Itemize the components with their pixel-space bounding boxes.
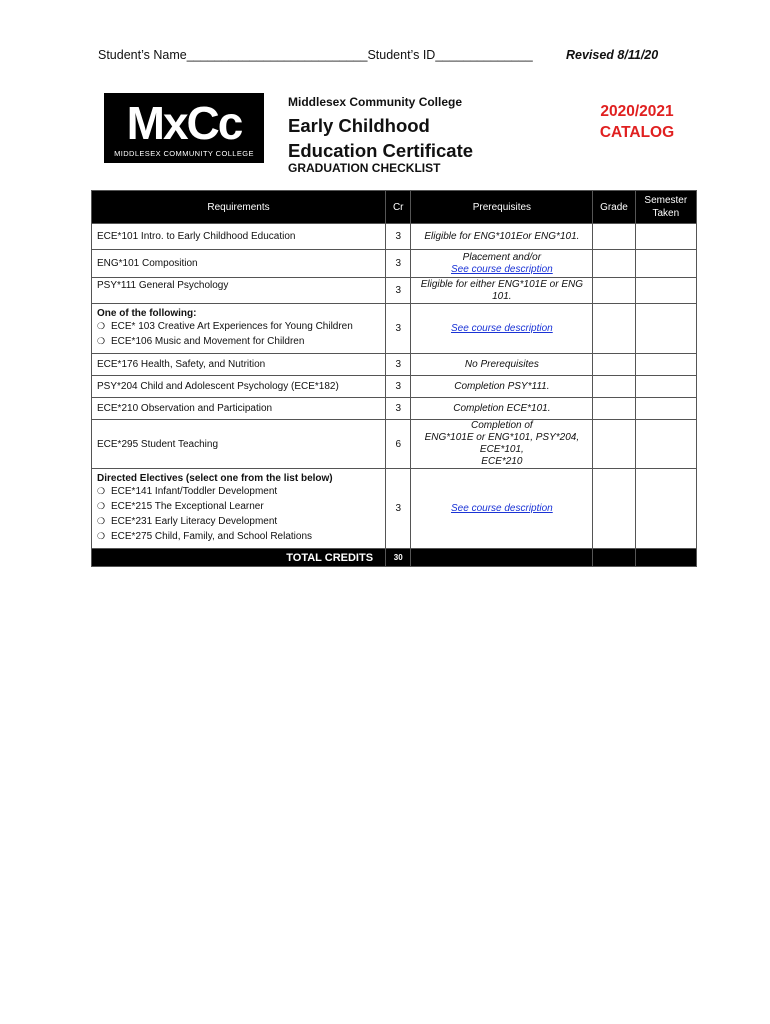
logo-mark: MxCc	[126, 97, 242, 149]
requirement-cell: ECE*295 Student Teaching	[92, 420, 386, 469]
table-row	[92, 224, 697, 250]
requirements-table	[91, 190, 697, 567]
requirement-cell: ECE*176 Health, Safety, and Nutrition	[92, 354, 386, 376]
grade-cell[interactable]	[593, 469, 635, 549]
total-row	[92, 549, 697, 567]
prereq-cell: Completion PSY*111.	[411, 376, 593, 398]
course-description-link[interactable]: See course description	[451, 502, 553, 514]
title-line-1: Early Childhood	[288, 115, 430, 136]
radio-circle-icon[interactable]: ❍	[97, 531, 106, 541]
total-spacer	[635, 549, 696, 567]
course-description-link[interactable]: See course description	[451, 263, 553, 275]
page-title	[288, 113, 473, 163]
header-semester: Semester Taken	[635, 191, 696, 224]
radio-circle-icon[interactable]: ❍	[97, 486, 106, 496]
header-requirements: Requirements	[92, 191, 386, 224]
grade-cell[interactable]	[593, 354, 635, 376]
prereq-line: Completion of	[471, 420, 533, 431]
total-credits: 30	[386, 549, 411, 567]
radio-circle-icon[interactable]: ❍	[97, 336, 106, 346]
semester-cell[interactable]	[635, 278, 696, 304]
prereq-cell	[411, 304, 593, 354]
group-title: One of the following:	[97, 308, 197, 319]
radio-circle-icon[interactable]: ❍	[97, 501, 106, 511]
prereq-cell: No Prerequisites	[411, 354, 593, 376]
prereq-text: Placement and/or	[462, 251, 542, 263]
total-label: TOTAL CREDITS	[92, 549, 386, 567]
prereq-cell	[411, 420, 593, 469]
credit-cell: 3	[386, 250, 411, 278]
header-prerequisites: Prerequisites	[411, 191, 593, 224]
checklist-label: GRADUATION CHECKLIST	[288, 161, 441, 175]
semester-cell[interactable]	[635, 354, 696, 376]
revised-date: Revised 8/11/20	[566, 48, 659, 62]
grade-cell[interactable]	[593, 250, 635, 278]
prereq-cell	[411, 250, 593, 278]
table-row	[92, 250, 697, 278]
semester-cell[interactable]	[635, 376, 696, 398]
catalog-year: 2020/2021	[600, 103, 674, 120]
requirement-cell: ENG*101 Composition	[92, 250, 386, 278]
semester-cell[interactable]	[635, 224, 696, 250]
grade-cell[interactable]	[593, 304, 635, 354]
table-row	[92, 304, 697, 354]
grade-cell[interactable]	[593, 398, 635, 420]
total-spacer	[593, 549, 635, 567]
prereq-cell: Eligible for ENG*101Eor ENG*101.	[411, 224, 593, 250]
header-cr: Cr	[386, 191, 411, 224]
logo-subtitle: MIDDLESEX COMMUNITY COLLEGE	[114, 149, 254, 158]
credit-cell: 6	[386, 420, 411, 469]
grade-cell[interactable]	[593, 278, 635, 304]
requirement-cell: PSY*111 General Psychology	[92, 278, 386, 304]
prereq-line: ECE*210	[481, 456, 523, 467]
prereq-line: ENG*101E or ENG*101, PSY*204, ECE*101,	[424, 432, 580, 455]
student-id-field[interactable]: Student’s ID______________	[367, 48, 533, 62]
college-name: Middlesex Community College	[288, 95, 463, 109]
student-name-field[interactable]: Student’s Name__________________________	[98, 48, 368, 62]
radio-circle-icon[interactable]: ❍	[97, 321, 106, 331]
credit-cell: 3	[386, 304, 411, 354]
catalog-label	[584, 101, 690, 143]
credit-cell: 3	[386, 224, 411, 250]
prereq-cell: Completion ECE*101.	[411, 398, 593, 420]
table-row	[92, 469, 697, 549]
table-row	[92, 398, 697, 420]
grade-cell[interactable]	[593, 376, 635, 398]
table-row	[92, 354, 697, 376]
option-item[interactable]: ❍ ECE*231 Early Literacy Development	[97, 516, 278, 527]
group-title: Directed Electives (select one from the list below)	[97, 473, 333, 484]
semester-cell[interactable]	[635, 304, 696, 354]
requirement-cell: ECE*210 Observation and Participation	[92, 398, 386, 420]
credit-cell: 3	[386, 469, 411, 549]
option-item[interactable]: ❍ ECE*141 Infant/Toddler Development	[97, 486, 278, 497]
table-row	[92, 420, 697, 469]
credit-cell: 3	[386, 376, 411, 398]
header-grade: Grade	[593, 191, 635, 224]
option-item[interactable]: ❍ ECE*215 The Exceptional Learner	[97, 501, 264, 512]
option-item[interactable]: ❍ ECE*106 Music and Movement for Children	[97, 336, 305, 347]
semester-cell[interactable]	[635, 250, 696, 278]
semester-cell[interactable]	[635, 420, 696, 469]
table-row	[92, 376, 697, 398]
title-line-2: Education Certificate	[288, 140, 474, 161]
credit-cell: 3	[386, 354, 411, 376]
table-header-row	[92, 191, 697, 224]
credit-cell: 3	[386, 278, 411, 304]
total-spacer	[411, 549, 593, 567]
requirement-cell: ECE*101 Intro. to Early Childhood Education	[92, 224, 386, 250]
option-item[interactable]: ❍ ECE*275 Child, Family, and School Relations	[97, 531, 313, 542]
credit-cell: 3	[386, 398, 411, 420]
option-item[interactable]: ❍ ECE* 103 Creative Art Experiences for Young Children	[97, 321, 353, 332]
prereq-cell: Eligible for either ENG*101E or ENG 101.	[411, 278, 593, 304]
semester-cell[interactable]	[635, 398, 696, 420]
requirement-cell: PSY*204 Child and Adolescent Psychology (ECE*182)	[92, 376, 386, 398]
prereq-cell	[411, 469, 593, 549]
requirement-cell	[92, 304, 386, 354]
grade-cell[interactable]	[593, 224, 635, 250]
requirement-cell	[92, 469, 386, 549]
college-logo	[104, 93, 264, 163]
catalog-word: CATALOG	[599, 124, 675, 141]
semester-cell[interactable]	[635, 469, 696, 549]
grade-cell[interactable]	[593, 420, 635, 469]
header-line	[98, 48, 668, 62]
radio-circle-icon[interactable]: ❍	[97, 516, 106, 526]
course-description-link[interactable]: See course description	[451, 322, 553, 334]
table-row	[92, 278, 697, 304]
